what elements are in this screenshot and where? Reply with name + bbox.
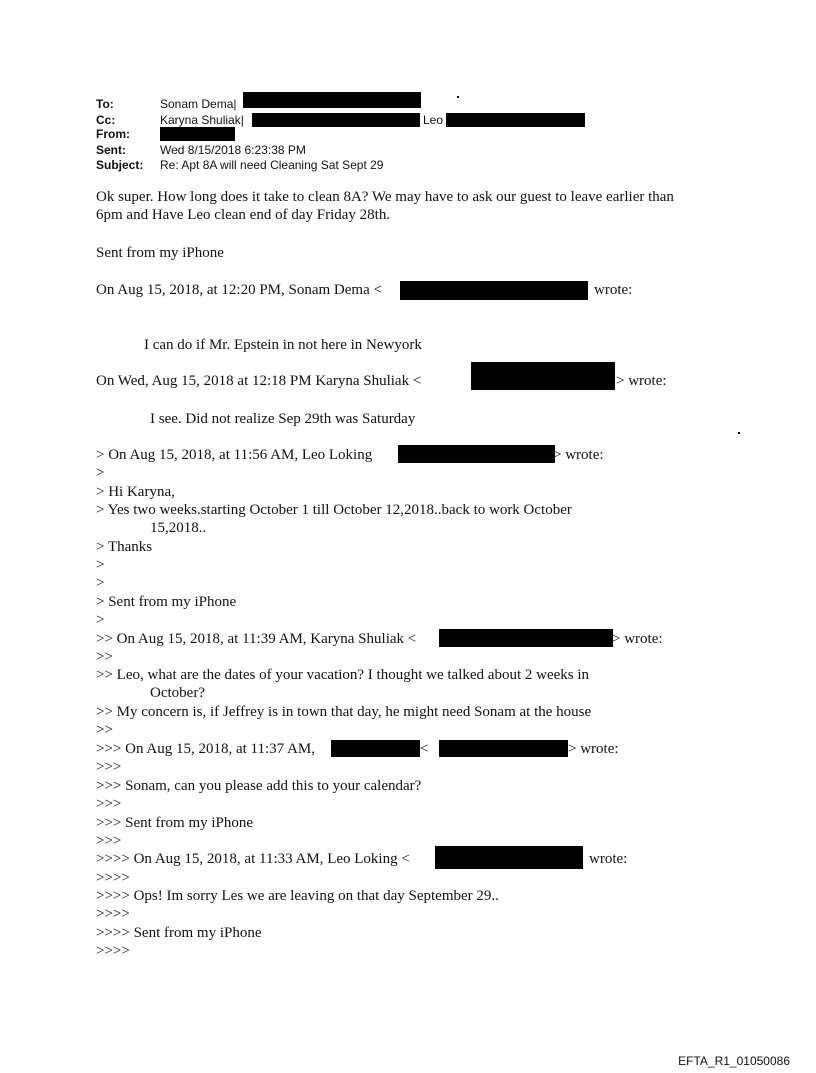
quote-header-wrote: wrote: [589, 851, 628, 867]
body-line: >> My concern is, if Jeffrey is in town that day, he might need Sonam at the house [96, 704, 592, 720]
sent-value: Wed 8/15/2018 6:23:38 PM [160, 143, 306, 157]
cc-value: Karyna Shuliak| [160, 113, 244, 127]
redaction-box [471, 362, 615, 390]
cc-label: Cc: [96, 113, 116, 127]
quote-header-text: >>>> On Aug 15, 2018, at 11:33 AM, Leo Loking < [96, 851, 410, 867]
sent-label: Sent: [96, 143, 126, 157]
body-line: >>> Sonam, can you please add this to your calendar? [96, 778, 422, 794]
body-line: > [96, 612, 105, 628]
to-label: To: [96, 97, 114, 111]
body-line: > Thanks [96, 539, 153, 555]
sent-from-iphone: >>>> Sent from my iPhone [96, 925, 262, 941]
from-label: From: [96, 127, 130, 141]
quote-header-wrote: wrote: [594, 282, 633, 298]
quote-header [96, 447, 372, 464]
redaction-box [400, 281, 588, 300]
body-line: > [96, 575, 105, 591]
redaction-box [252, 113, 420, 127]
sent-from-iphone: Sent from my iPhone [96, 245, 224, 261]
quote-header [96, 282, 382, 299]
to-value: Sonam Dema| [160, 97, 237, 111]
scan-dot [738, 432, 740, 434]
body-line: >>>> [96, 943, 130, 959]
document-id: EFTA_R1_01050086 [678, 1054, 790, 1068]
quote-header-lt: < [420, 741, 429, 757]
quote-header-wrote: > wrote: [612, 631, 663, 647]
quote-header [96, 741, 315, 758]
quote-header [96, 631, 416, 648]
redaction-box [160, 127, 235, 141]
body-line: >> [96, 649, 113, 665]
body-line: >>>> Ops! Im sorry Les we are leaving on that day September 29.. [96, 888, 499, 904]
redaction-box [398, 445, 555, 463]
body-line: >> Leo, what are the dates of your vacation? I thought we talked about 2 weeks in [96, 667, 590, 683]
body-line: October? [150, 685, 205, 701]
sent-from-iphone: >>> Sent from my iPhone [96, 815, 254, 831]
scan-dot [457, 96, 459, 98]
cc-value-2: Leo [423, 113, 444, 127]
body-line: >>>> [96, 870, 130, 886]
quote-header-wrote: > wrote: [616, 373, 667, 389]
redaction-box [439, 629, 613, 647]
quote-header-text: On Wed, Aug 15, 2018 at 12:18 PM Karyna Shuliak < [96, 373, 422, 389]
body-line: > Yes two weeks.starting October 1 till October 12,2018..back to work October [96, 502, 572, 518]
quote-header-wrote: > wrote: [568, 741, 619, 757]
body-line: I can do if Mr. Epstein in not here in Newyork [144, 337, 422, 353]
redaction-box [446, 113, 585, 127]
quote-header-text: > On Aug 15, 2018, at 11:56 AM, Leo Loking [96, 447, 373, 463]
body-line: I see. Did not realize Sep 29th was Saturday [150, 411, 416, 427]
redaction-box [331, 740, 420, 757]
redaction-box [435, 846, 583, 869]
body-line: 6pm and Have Leo clean end of day Friday 28th. [96, 207, 391, 223]
body-line: > [96, 557, 105, 573]
quote-header-text: >> On Aug 15, 2018, at 11:39 AM, Karyna Shuliak < [96, 631, 417, 647]
body-line: >>> [96, 759, 122, 775]
quote-header [96, 373, 421, 390]
subject-value: Re: Apt 8A will need Cleaning Sat Sept 29 [160, 158, 384, 172]
quote-header [96, 851, 410, 868]
redaction-box [439, 740, 568, 757]
body-line: >>> [96, 833, 122, 849]
body-line: > Hi Karyna, [96, 484, 175, 500]
quote-header-text: On Aug 15, 2018, at 12:20 PM, Sonam Dema < [96, 282, 382, 298]
body-line: >>> [96, 796, 122, 812]
quote-header-text: >>> On Aug 15, 2018, at 11:37 AM, [96, 741, 315, 757]
subject-label: Subject: [96, 158, 144, 172]
redaction-box [243, 92, 421, 108]
body-line: >> [96, 722, 113, 738]
quote-header-wrote: > wrote: [553, 447, 604, 463]
body-line: 15,2018.. [150, 520, 207, 536]
body-line: > [96, 465, 105, 481]
body-line: >>>> [96, 906, 130, 922]
sent-from-iphone: > Sent from my iPhone [96, 594, 237, 610]
body-line: Ok super. How long does it take to clean 8A? We may have to ask our guest to leave earlier than [96, 189, 674, 205]
